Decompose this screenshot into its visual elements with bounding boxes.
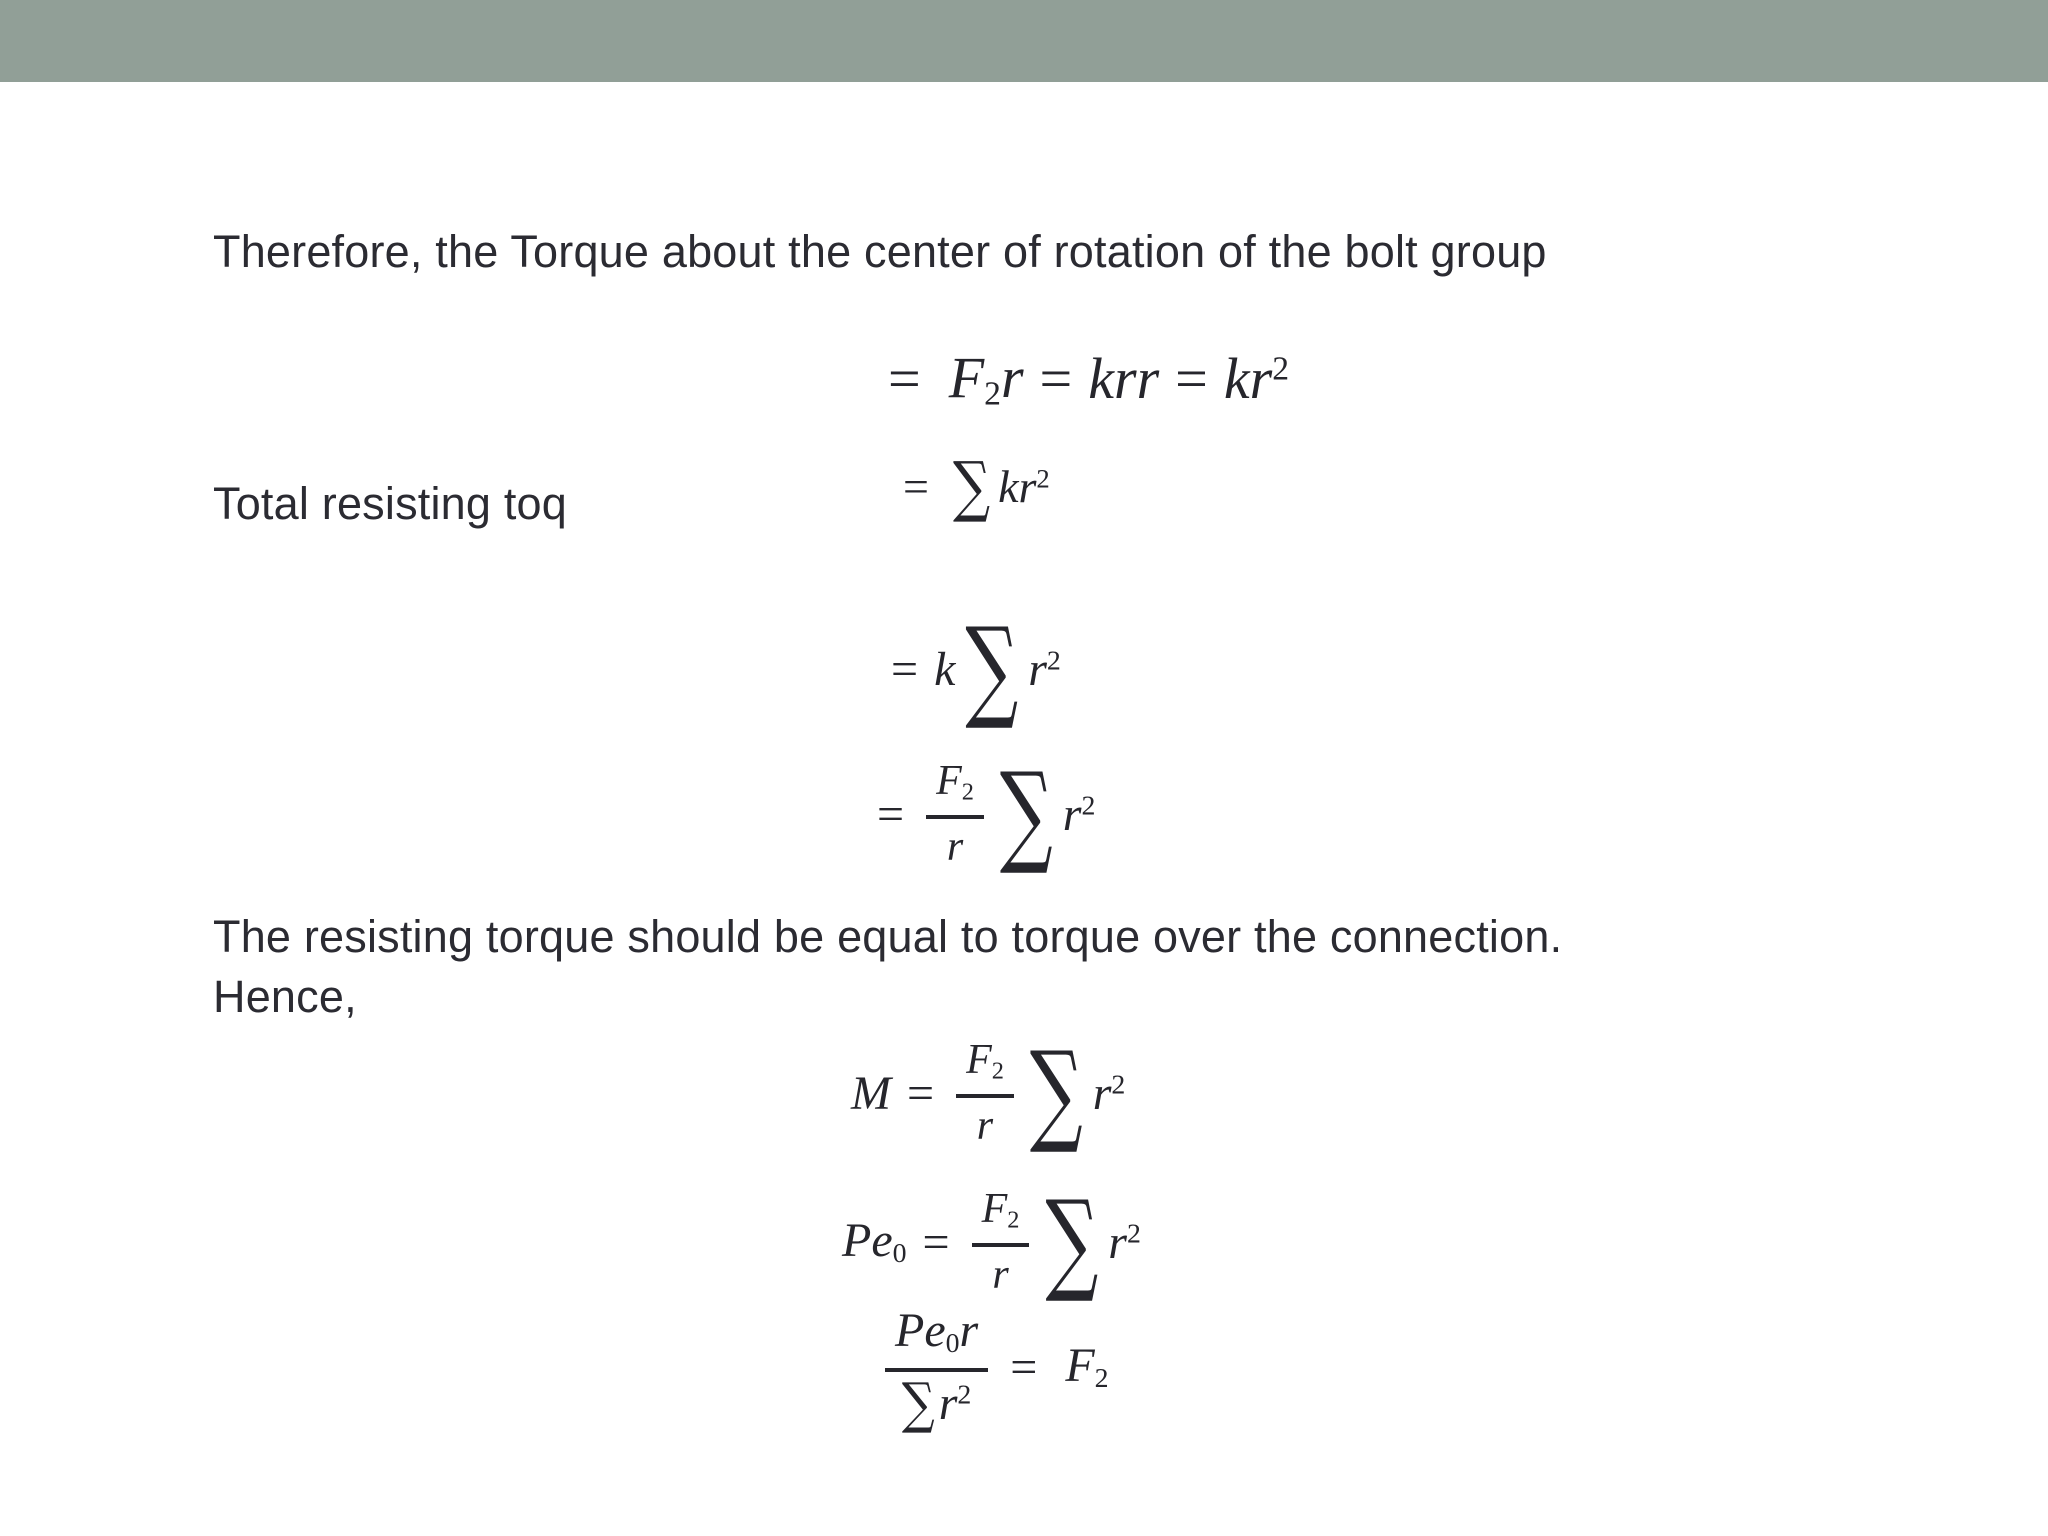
math-subscript: 0: [892, 1238, 907, 1270]
equation-k-sum-r2: [891, 604, 1061, 734]
math-operator: =: [1010, 1340, 1038, 1394]
math-variable: kr: [1223, 346, 1273, 412]
math-term: [1093, 1066, 1126, 1121]
equation-f2-solution: [879, 1300, 1109, 1434]
math-superscript: 2: [1126, 1218, 1141, 1250]
math-term: [1108, 1215, 1141, 1270]
sigma-symbol: ∑: [1045, 1177, 1099, 1307]
math-variable: F: [1065, 1339, 1095, 1393]
math-variable: r: [1028, 642, 1047, 696]
math-superscript: 2: [1272, 350, 1290, 388]
math-variable: r: [938, 1377, 958, 1431]
math-variable: r: [1000, 345, 1024, 410]
sigma-symbol: ∑: [965, 604, 1019, 734]
fraction-denominator: [947, 819, 963, 871]
math-operator: =: [877, 787, 905, 841]
math-variable: r: [1092, 1066, 1112, 1120]
fraction: [926, 757, 984, 870]
equation-pe0: [842, 1177, 1141, 1307]
equation-torque-expansion: [888, 344, 1289, 413]
math-operator: =: [1039, 346, 1073, 412]
math-term: [1224, 345, 1289, 412]
math-variable: Pe: [895, 1303, 946, 1357]
fraction-numerator: [972, 1185, 1030, 1246]
fraction: [956, 1036, 1014, 1149]
math-subscript: 2: [1007, 1206, 1020, 1234]
math-variable: r: [976, 1102, 994, 1149]
math-operator: =: [903, 461, 929, 512]
math-variable: kr: [998, 461, 1037, 512]
slide-accent-bar: [0, 0, 2048, 82]
intro-paragraph: Therefore, the Torque about the center of rotation of the bolt group: [213, 226, 1547, 277]
math-subscript: 2: [961, 778, 974, 806]
fraction-numerator: [956, 1036, 1014, 1097]
math-superscript: 2: [1081, 790, 1096, 822]
math-variable: r: [946, 823, 964, 870]
math-superscript: 2: [957, 1379, 972, 1411]
math-variable: r: [959, 1303, 979, 1357]
math-variable: F: [981, 1186, 1008, 1233]
math-operator: =: [1175, 346, 1208, 412]
fraction: [972, 1185, 1030, 1298]
math-variable: k: [934, 642, 956, 696]
fraction: [885, 1303, 988, 1436]
sigma-symbol: ∑: [901, 1370, 935, 1436]
conclusion-line1: The resisting torque should be equal to torque over the connection.: [213, 911, 1563, 962]
math-operator: =: [888, 346, 921, 412]
conclusion-line2: Hence,: [213, 971, 357, 1022]
fraction-denominator: [977, 1098, 993, 1150]
math-variable: F: [966, 1037, 992, 1084]
math-subscript: 2: [1094, 1363, 1109, 1395]
math-variable: M: [851, 1066, 891, 1120]
equation-sum-kr2: [903, 448, 1050, 525]
math-superscript: 2: [1111, 1069, 1126, 1101]
conclusion-paragraph: [213, 907, 1562, 1027]
math-subscript: 0: [945, 1328, 960, 1360]
math-variable: r: [1108, 1215, 1127, 1269]
math-variable: F: [948, 345, 985, 410]
math-variable: r: [1062, 787, 1082, 841]
math-variable: krr: [1088, 346, 1160, 412]
math-term: [1063, 787, 1096, 842]
fraction-numerator: [926, 757, 984, 818]
sigma-symbol: ∑: [999, 749, 1053, 879]
math-term: [1028, 642, 1061, 697]
math-operator: =: [891, 642, 919, 696]
sigma-symbol: ∑: [1029, 1028, 1083, 1158]
math-operator: =: [906, 1066, 935, 1120]
math-subscript: 2: [991, 1057, 1004, 1085]
total-resisting-label: Total resisting toq: [213, 478, 567, 529]
math-variable: r: [992, 1251, 1009, 1298]
math-superscript: 2: [1046, 645, 1061, 677]
math-term: [1065, 1338, 1108, 1395]
fraction-denominator: [992, 1247, 1008, 1299]
math-term: [998, 460, 1050, 513]
fraction-denominator: [901, 1370, 972, 1436]
equation-f2-over-r-sum: [877, 749, 1096, 879]
math-term: [949, 344, 1024, 413]
math-term: [842, 1213, 907, 1270]
sigma-symbol: ∑: [952, 448, 991, 525]
math-operator: =: [922, 1215, 950, 1269]
math-variable: Pe: [842, 1214, 893, 1268]
fraction-numerator: [885, 1303, 988, 1372]
math-subscript: 2: [984, 375, 1001, 413]
math-superscript: 2: [1036, 463, 1050, 494]
equation-moment: [851, 1028, 1126, 1158]
math-variable: F: [936, 758, 962, 805]
